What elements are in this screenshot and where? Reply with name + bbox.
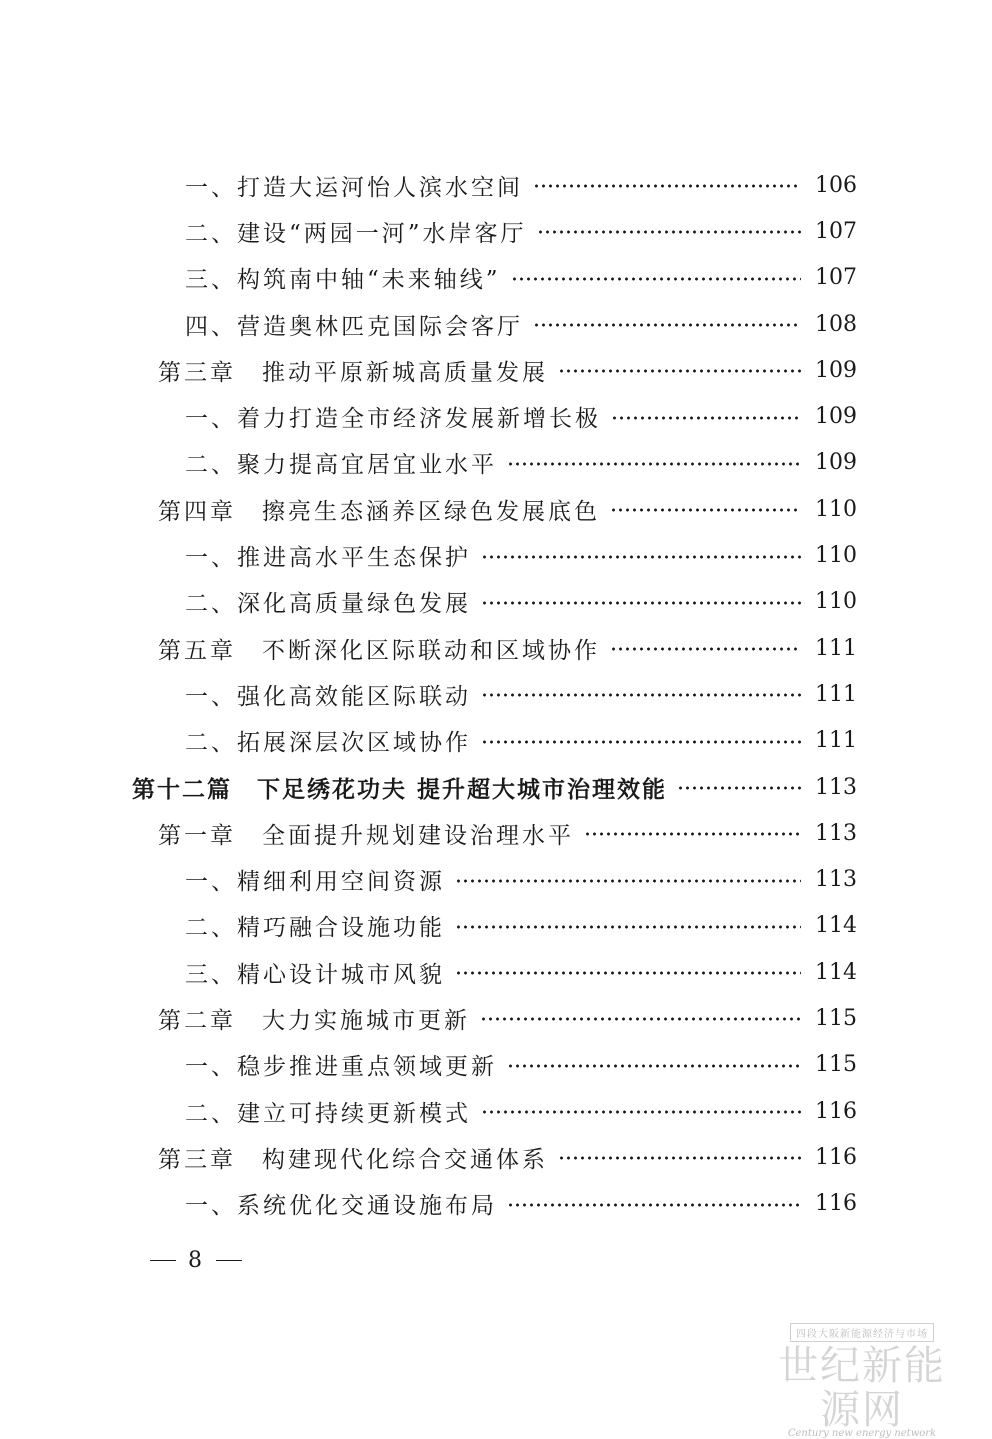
- toc-entry-title: 一、打造大运河怡人滨水空间: [185, 169, 533, 202]
- toc-entry-page: 116: [815, 1098, 857, 1124]
- toc-entry-page: 109: [815, 357, 857, 383]
- toc-entry-section: [0, 1088, 992, 1134]
- toc-entry-section: [0, 532, 992, 578]
- toc-entry-part: [0, 764, 992, 810]
- toc-entry-chapter: [0, 625, 992, 671]
- toc-entry-section: [0, 255, 992, 301]
- toc-entry-section: [0, 162, 992, 208]
- toc-entry-title: 二、聚力提高宜居宜业水平: [185, 446, 507, 479]
- toc-dot-leader: [558, 1156, 801, 1160]
- toc-dot-leader: [558, 369, 801, 373]
- toc-entry-title: 二、深化高质量绿色发展: [185, 585, 481, 618]
- toc-entry-page: 111: [815, 635, 857, 661]
- toc-dot-leader: [455, 971, 801, 975]
- watermark-slogan: 四段大阪新能源经济与市场: [790, 1323, 934, 1342]
- toc-dot-leader: [481, 740, 801, 744]
- page-number-dash-left: [150, 1260, 176, 1262]
- toc-entry-page: 109: [815, 404, 857, 430]
- table-of-contents: [0, 162, 992, 1227]
- toc-entry-section: [0, 393, 992, 439]
- toc-entry-section: [0, 1042, 992, 1088]
- toc-entry-title: 第四章 擦亮生态涵养区绿色发展底色: [158, 493, 610, 526]
- toc-entry-title: 二、建立可持续更新模式: [185, 1095, 481, 1128]
- toc-entry-page: 116: [815, 1144, 857, 1170]
- toc-dot-leader: [455, 879, 801, 883]
- toc-entry-page: 111: [815, 681, 857, 707]
- page-number: [150, 1248, 242, 1273]
- toc-entry-title: 一、稳步推进重点领域更新: [185, 1048, 507, 1081]
- toc-entry-page: 114: [815, 959, 857, 985]
- toc-entry-page: 107: [815, 265, 857, 291]
- toc-dot-leader: [677, 786, 801, 790]
- toc-entry-page: 114: [815, 913, 857, 939]
- toc-entry-title: 一、推进高水平生态保护: [185, 539, 481, 572]
- toc-dot-leader: [480, 1017, 801, 1021]
- toc-entry-section: [0, 671, 992, 717]
- toc-entry-page: 108: [815, 311, 857, 337]
- toc-entry-chapter: [0, 1134, 992, 1180]
- toc-entry-chapter: [0, 995, 992, 1041]
- toc-dot-leader: [533, 184, 801, 188]
- toc-entry-page: 109: [815, 450, 857, 476]
- toc-dot-leader: [511, 277, 801, 281]
- toc-entry-title: 三、构筑南中轴“未来轴线”: [185, 261, 511, 294]
- toc-entry-section: [0, 718, 992, 764]
- toc-dot-leader: [610, 647, 801, 651]
- toc-entry-title: 一、强化高效能区际联动: [185, 678, 481, 711]
- toc-entry-page: 110: [815, 543, 857, 569]
- page-number-dash-right: [216, 1260, 242, 1262]
- toc-entry-section: [0, 208, 992, 254]
- toc-entry-page: 113: [815, 774, 857, 800]
- toc-entry-chapter: [0, 810, 992, 856]
- toc-entry-section: [0, 301, 992, 347]
- toc-entry-chapter: [0, 486, 992, 532]
- watermark-name: 世纪新能源网: [778, 1343, 946, 1433]
- toc-entry-section: [0, 949, 992, 995]
- toc-dot-leader: [481, 555, 801, 559]
- toc-entry-title: 第三章 推动平原新城高质量发展: [158, 354, 558, 387]
- toc-entry-section: [0, 903, 992, 949]
- toc-entry-page: 116: [815, 1191, 857, 1217]
- toc-entry-section: [0, 440, 992, 486]
- toc-entry-title: 一、系统优化交通设施布局: [185, 1187, 507, 1220]
- toc-entry-title: 第一章 全面提升规划建设治理水平: [158, 817, 584, 850]
- watermark-logo: [762, 1322, 962, 1439]
- toc-entry-page: 113: [815, 867, 857, 893]
- toc-entry-title: 第二章 大力实施城市更新: [158, 1002, 480, 1035]
- toc-entry-page: 115: [815, 1005, 857, 1031]
- toc-entry-title: 二、建设“两园一河”水岸客厅: [185, 215, 537, 248]
- toc-entry-page: 110: [815, 589, 857, 615]
- toc-dot-leader: [533, 323, 801, 327]
- watermark-english: Century new energy network: [787, 1428, 937, 1439]
- toc-dot-leader: [455, 925, 801, 929]
- toc-entry-section: [0, 579, 992, 625]
- toc-entry-section: [0, 856, 992, 902]
- toc-dot-leader: [584, 832, 801, 836]
- toc-entry-page: 113: [815, 820, 857, 846]
- toc-entry-page: 106: [815, 172, 857, 198]
- toc-entry-title: 一、着力打造全市经济发展新增长极: [185, 400, 611, 433]
- toc-dot-leader: [481, 693, 801, 697]
- toc-entry-title: 第五章 不断深化区际联动和区域协作: [158, 632, 610, 665]
- toc-entry-title: 第三章 构建现代化综合交通体系: [158, 1141, 558, 1174]
- toc-entry-title: 一、精细利用空间资源: [185, 863, 455, 896]
- toc-dot-leader: [481, 601, 801, 605]
- toc-entry-title: 第十二篇 下足绣花功夫 提升超大城市治理效能: [132, 771, 677, 804]
- toc-entry-title: 三、精心设计城市风貌: [185, 956, 455, 989]
- toc-dot-leader: [507, 462, 801, 466]
- toc-dot-leader: [610, 508, 801, 512]
- toc-entry-title: 二、拓展深层次区域协作: [185, 724, 481, 757]
- toc-entry-page: 110: [815, 496, 857, 522]
- toc-entry-title: 二、精巧融合设施功能: [185, 909, 455, 942]
- toc-entry-page: 111: [815, 728, 857, 754]
- toc-entry-chapter: [0, 347, 992, 393]
- toc-entry-page: 107: [815, 218, 857, 244]
- toc-dot-leader: [611, 416, 801, 420]
- toc-dot-leader: [481, 1110, 801, 1114]
- toc-entry-section: [0, 1181, 992, 1227]
- toc-dot-leader: [507, 1203, 801, 1207]
- toc-entry-page: 115: [815, 1052, 857, 1078]
- toc-dot-leader: [507, 1064, 801, 1068]
- toc-dot-leader: [537, 230, 801, 234]
- page-number-value: 8: [188, 1248, 204, 1273]
- toc-entry-title: 四、营造奥林匹克国际会客厅: [185, 308, 533, 341]
